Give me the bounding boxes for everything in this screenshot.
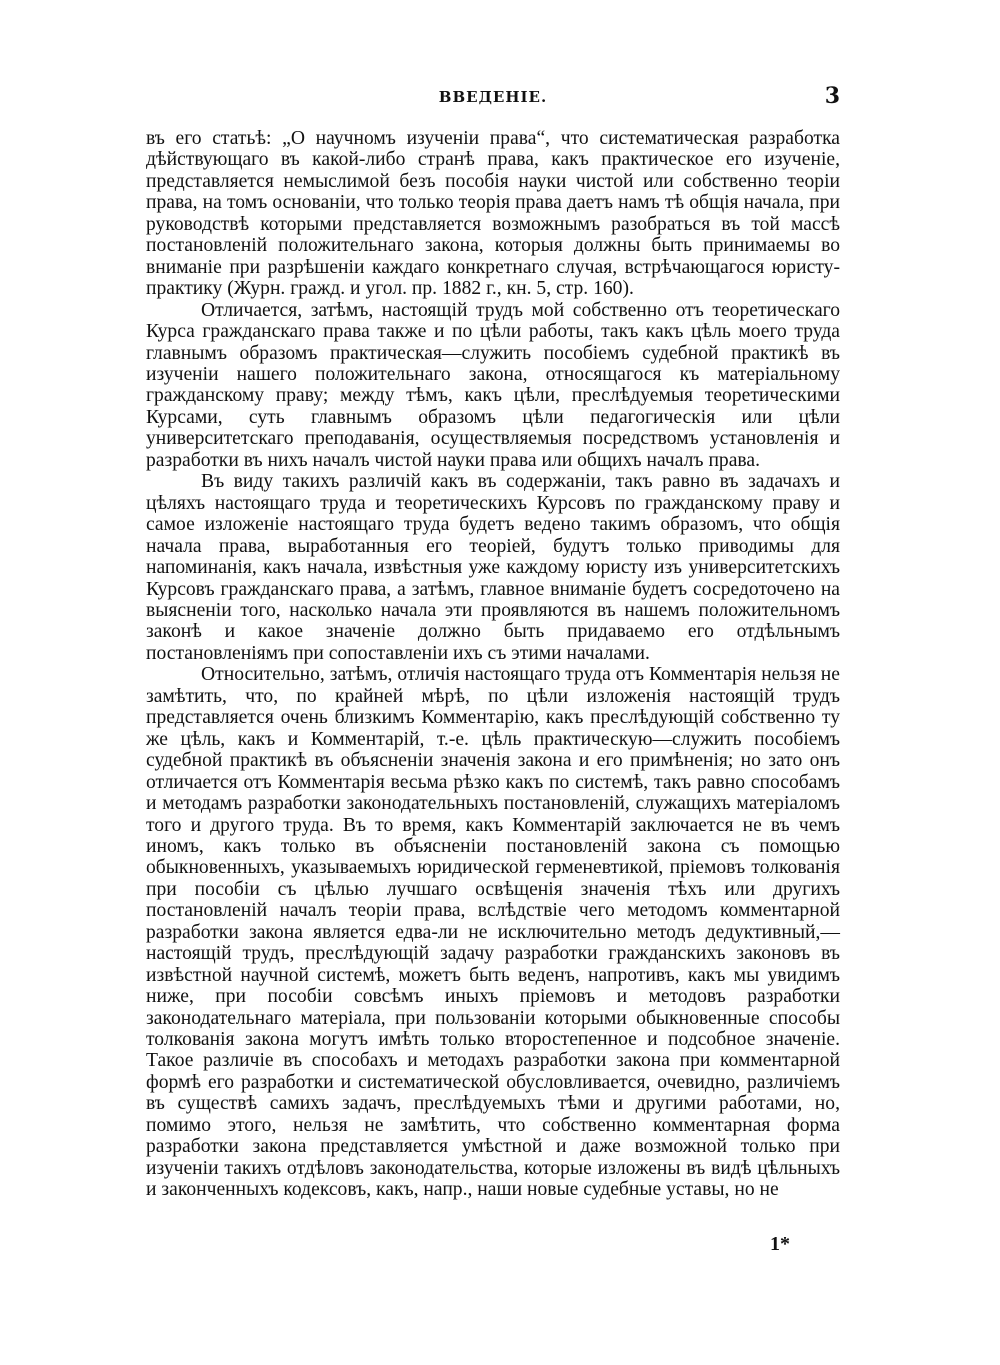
printer-signature-mark: 1* bbox=[770, 1233, 790, 1255]
paragraph-continuation: въ его статьѣ: „О научномъ изученіи права“, что систематическая разработка дѣйствующаго въ какой-либо странѣ права, какъ практическое его изученіе, представляется немыслимой безъ пособія науки чистой или собственно теоріи права, на томъ основаніи, что только теорія права даетъ намъ тѣ общія начала, при руководствѣ которыми представляется возможнымъ разобраться въ той массѣ постановленій положительнаго закона, которыя должны быть принимаемы во вниманіе при разрѣшеніи каждаго конкретнаго случая, встрѣчающагося юристу-практику (Журн. гражд. и угол. пр. 1882 г., кн. 5, стр. 160). bbox=[146, 128, 840, 300]
running-title: ВВЕДЕНІЕ. bbox=[438, 88, 548, 106]
running-head bbox=[146, 83, 840, 116]
body-text bbox=[146, 128, 840, 1201]
page-number: 3 bbox=[824, 83, 840, 109]
paragraph: Относительно, затѣмъ, отличія настоящаго труда отъ Комментарія нельзя не замѣтить, что, по крайней мѣрѣ, по цѣли изложенія настоящій трудъ представляется очень близкимъ Комментарію, какъ преслѣдующій собственно ту же цѣль, какъ и Комментарій, т.-е. цѣль практическую—служить пособіемъ судебной практикѣ въ объясненіи значенія закона и его примѣненія; но зато онъ отличается отъ Комментарія весьма рѣзко какъ по системѣ, такъ равно способамъ и методамъ разработки законодательныхъ постановленій, служащихъ матеріаломъ того и другого труда. Въ то время, какъ Комментарій заключается не въ чемъ иномъ, какъ только въ объясненіи постановленій закона съ помощью обыкновенныхъ, указываемыхъ юридической герменевтикой, пріемовъ толкованія при пособіи съ цѣлью лучшаго освѣщенія значенія тѣхъ или другихъ постановленій началъ теоріи права, вслѣдствіе чего методомъ комментарной разработки закона является едва-ли не исключительно методъ дедуктивный,—настоящій трудъ, преслѣдующій задачу разработки гражданскихъ законовъ въ извѣстной научной системѣ, можетъ быть веденъ, напротивъ, какъ мы увидимъ ниже, при пособіи совсѣмъ иныхъ пріемовъ и методовъ разработки законодательнаго матеріала, при пользованіи которыми обыкновенные способы толкованія закона могутъ имѣть только второстепенное и подсобное значеніе. Такое различіе въ способахъ и методахъ разработки закона при комментарной формѣ его разработки и систематической обусловливается, очевидно, различіемъ въ существѣ самихъ задачъ, преслѣдуемыхъ тѣми и другими работами, но, помимо этого, нельзя не замѣтить, что собственно комментарная форма разработки закона представляется умѣстной и даже возможной только при изученіи такихъ отдѣловъ законодательства, которые изложены въ видѣ цѣльныхъ и законченныхъ кодексовъ, какъ, напр., наши новые судебные уставы, но не bbox=[146, 664, 840, 1201]
paragraph: Отличается, затѣмъ, настоящій трудъ мой собственно отъ теоретическаго Курса гражданскаго права также и по цѣли работы, такъ какъ цѣль моего труда главнымъ образомъ практическая—служить пособіемъ судебной практикѣ въ изученіи нашего положительнаго закона, относящагося къ матеріальному гражданскому праву; между тѣмъ, какъ цѣли, преслѣдуемыя теоретическими Курсами, суть главнымъ образомъ цѣли педагогическія или цѣли университетскаго преподаванія, осуществляемыя посредствомъ установленія и разработки въ нихъ началъ чистой науки права или общихъ началъ права. bbox=[146, 299, 840, 471]
paragraph: Въ виду такихъ различій какъ въ содержаніи, такъ равно въ задачахъ и цѣляхъ настоящаго труда и теоретическихъ Курсовъ по гражданскому праву и самое изложеніе настоящаго труда будетъ ведено такимъ образомъ, что общія начала права, выработанныя его теоріей, будутъ только приводимы для напоминанія, какъ начала, извѣстныя уже каждому юристу изъ университетскихъ Курсовъ гражданскаго права, а затѣмъ, главное вниманіе будетъ сосредоточено на выясненіи того, насколько начала эти проявляются въ нашемъ положительномъ законѣ и какое значеніе должно быть придаваемо его отдѣльнымъ постановленіямъ при сопоставленіи ихъ съ этими началами. bbox=[146, 471, 840, 664]
